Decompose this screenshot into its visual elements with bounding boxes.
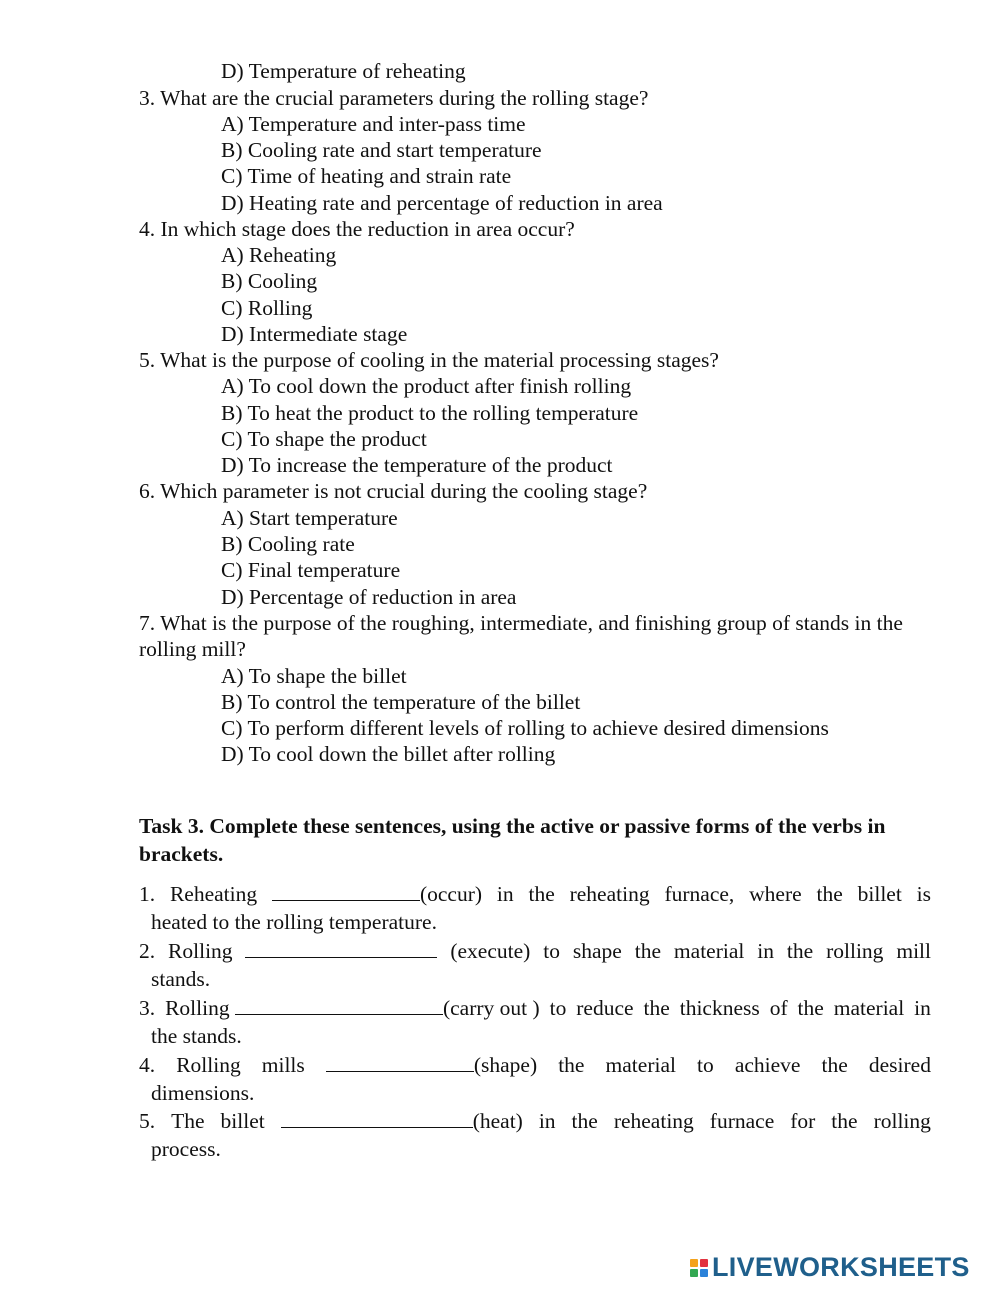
- fill-sentence-4: 4. Rolling mills (shape) the material to achieve the desired dimensions.: [139, 1053, 931, 1105]
- fill-sentence-2: 2. Rolling (execute) to shape the material in the rolling mill stands.: [139, 939, 931, 991]
- logo-text: LIVEWORKSHEETS: [712, 1252, 970, 1282]
- sentence-continuation: dimensions.: [151, 1081, 255, 1105]
- q3-option-c[interactable]: C) Time of heating and strain rate: [221, 164, 512, 188]
- q6-option-d[interactable]: D) Percentage of reduction in area: [221, 585, 517, 609]
- question-7: 7. What is the purpose of the roughing, intermediate, and finishing group of stands in the rolling mill?: [139, 611, 903, 661]
- q7-option-d[interactable]: D) To cool down the billet after rolling: [221, 742, 556, 766]
- sentence-continuation: heated to the rolling temperature.: [151, 910, 437, 934]
- q7-option-b[interactable]: B) To control the temperature of the billet: [221, 690, 581, 714]
- sentence-continuation: the stands.: [151, 1024, 242, 1048]
- q3-option-b[interactable]: B) Cooling rate and start temperature: [221, 138, 542, 162]
- item-number: 5.: [139, 1109, 156, 1133]
- verb-answer-field[interactable]: (occur): [272, 880, 482, 908]
- logo-mark-icon: [690, 1259, 708, 1277]
- fill-sentence-3: 3. Rolling (carry out ) to reduce the thickness of the material in the stands.: [139, 996, 931, 1048]
- q6-option-b[interactable]: B) Cooling rate: [221, 532, 355, 556]
- q5-option-c[interactable]: C) To shape the product: [221, 427, 427, 451]
- sentence-continuation: stands.: [151, 967, 211, 991]
- question-4: 4. In which stage does the reduction in area occur?: [139, 217, 575, 241]
- q6-option-a[interactable]: A) Start temperature: [221, 506, 398, 530]
- liveworksheets-logo: [690, 1252, 970, 1283]
- word: Reheating: [169, 882, 258, 906]
- fill-sentence-5: 5. The billet (heat) in the reheating furnace for the rolling process.: [139, 1109, 931, 1161]
- q5-option-b[interactable]: B) To heat the product to the rolling temperature: [221, 401, 639, 425]
- q7-option-a[interactable]: A) To shape the billet: [221, 664, 407, 688]
- verb-answer-field[interactable]: Rolling (carry out ): [165, 996, 540, 1020]
- q4-option-c[interactable]: C) Rolling: [221, 296, 313, 320]
- q3-option-a[interactable]: A) Temperature and inter-pass time: [221, 112, 526, 136]
- verb-answer-field[interactable]: [245, 937, 437, 965]
- question-6: 6. Which parameter is not crucial during the cooling stage?: [139, 479, 648, 503]
- question-3: 3. What are the crucial parameters during the rolling stage?: [139, 86, 649, 110]
- q2-option-d: D) Temperature of reheating: [221, 59, 466, 83]
- item-number: 4.: [139, 1053, 156, 1077]
- q7-option-c[interactable]: C) To perform different levels of rolling to achieve desired dimensions: [221, 716, 829, 740]
- word: Rolling: [168, 939, 233, 963]
- q4-option-b[interactable]: B) Cooling: [221, 269, 318, 293]
- item-number: 1.: [139, 882, 156, 906]
- sentence-continuation: process.: [151, 1137, 221, 1161]
- q4-option-d[interactable]: D) Intermediate stage: [221, 322, 408, 346]
- q3-option-d[interactable]: D) Heating rate and percentage of reduction in area: [221, 191, 663, 215]
- q5-option-a[interactable]: A) To cool down the product after finish rolling: [221, 374, 632, 398]
- verb-answer-field[interactable]: (heat): [281, 1107, 523, 1135]
- fill-sentence-1: 1. Reheating (occur) in the reheating furnace, where the billet is heated to the rolling temperature.: [139, 882, 931, 934]
- item-number: 3.: [139, 996, 156, 1020]
- q6-option-c[interactable]: C) Final temperature: [221, 558, 401, 582]
- item-number: 2.: [139, 939, 156, 963]
- q4-option-a[interactable]: A) Reheating: [221, 243, 337, 267]
- task-3-title: Task 3. Complete these sentences, using the active or passive forms of the verbs in brackets.: [139, 814, 886, 866]
- question-5: 5. What is the purpose of cooling in the material processing stages?: [139, 348, 719, 372]
- q5-option-d[interactable]: D) To increase the temperature of the product: [221, 453, 613, 477]
- verb-answer-field[interactable]: (shape): [326, 1051, 537, 1079]
